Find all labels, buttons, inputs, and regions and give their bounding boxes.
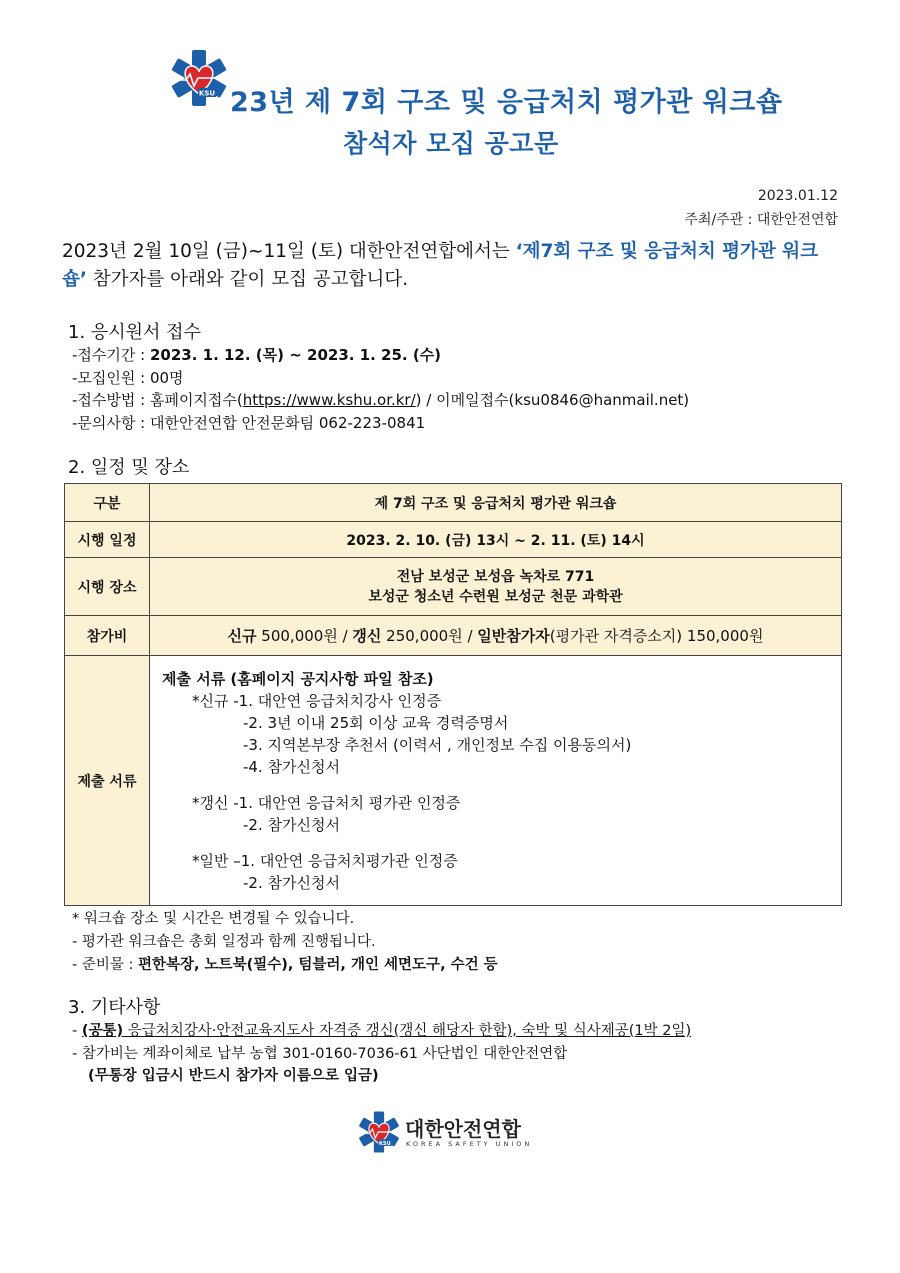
prep-line bbox=[72, 955, 498, 976]
fee-new-label: 신규 bbox=[227, 627, 257, 645]
docs-renew-2: -2. 참가신청서 bbox=[243, 815, 340, 834]
method-rest: ) / 이메일접수(ksu0846@hanmail.net) bbox=[415, 391, 690, 409]
etc-item-2: - 참가비는 계좌이체로 납부 농협 301-0160-7036-61 사단법인 대한안전연합 bbox=[72, 1046, 568, 1062]
footer-logo-text: KSU bbox=[378, 1140, 391, 1147]
schedule-table bbox=[64, 483, 842, 906]
note-2: - 평가관 워크숍은 총회 일정과 함께 진행됩니다. bbox=[72, 934, 376, 950]
prep-value: 편한복장, 노트북(필수), 텀블러, 개인 세면도구, 수건 등 bbox=[137, 957, 498, 973]
docs-new-3: -3. 지역본부장 추천서 (이력서 , 개인정보 수집 이용동의서) bbox=[243, 735, 632, 754]
fee-value-cell bbox=[150, 616, 842, 656]
header-label-cell: 구분 bbox=[65, 484, 150, 522]
docs-general-2: -2. 참가신청서 bbox=[243, 873, 340, 892]
logo-text: KSU bbox=[198, 89, 216, 98]
table-row bbox=[65, 484, 842, 522]
intro-paragraph bbox=[62, 238, 832, 294]
place-value-cell bbox=[150, 558, 842, 616]
ksu-logo-icon bbox=[168, 48, 230, 108]
fee-general-value: (평가관 자격증소지) 150,000원 bbox=[549, 627, 764, 645]
title-line-1: 23년 제 7회 구조 및 응급처치 평가관 워크숍 bbox=[230, 87, 783, 118]
fee-renew-label: 갱신 bbox=[352, 627, 382, 645]
title-line-2: 참석자 모집 공고문 bbox=[343, 129, 559, 158]
fee-general-label: 일반참가자 bbox=[477, 627, 550, 645]
intro-suffix: 참가자를 아래와 같이 모집 공고합니다. bbox=[86, 269, 409, 290]
docs-new-2: -2. 3년 이내 25회 이상 교육 경력증명서 bbox=[243, 713, 509, 732]
docs-title: 제출 서류 (홈페이지 공지사항 파일 참조) bbox=[162, 669, 434, 688]
period-value: 2023. 1. 12. (목) ~ 2023. 1. 25. (수) bbox=[149, 346, 442, 364]
header-value-cell: 제 7회 구조 및 응급처치 평가관 워크숍 bbox=[150, 484, 842, 522]
docs-renew-1: *갱신 -1. 대안연 응급처치 평가관 인정증 bbox=[192, 793, 461, 812]
host-info: 주최/주관 : 대한안전연합 bbox=[684, 212, 838, 228]
place-line-2: 보성군 청소년 수련원 보성군 천문 과학관 bbox=[368, 588, 623, 605]
table-row bbox=[65, 522, 842, 558]
docs-general-1: *일반 –1. 대안연 응급처치평가관 인정증 bbox=[192, 851, 458, 870]
method-label: -접수방법 : 홈페이지접수( bbox=[72, 391, 243, 409]
docs-new-1: *신규 -1. 대안연 응급처치강사 인정증 bbox=[192, 691, 442, 710]
section-2-heading: 2. 일정 및 장소 bbox=[68, 457, 190, 478]
place-label-cell: 시행 장소 bbox=[65, 558, 150, 616]
etc-item-1-body bbox=[82, 1023, 691, 1039]
etc-item-1 bbox=[72, 1021, 691, 1042]
prep-label: - 준비물 : bbox=[72, 957, 138, 973]
org-subtitle: KOREA SAFETY UNION bbox=[406, 1140, 533, 1148]
docs-value-cell bbox=[150, 656, 842, 906]
etc-item-1-prefix: - bbox=[72, 1023, 82, 1039]
note-1: * 워크숍 장소 및 시간은 변경될 수 있습니다. bbox=[72, 911, 355, 927]
table-row bbox=[65, 616, 842, 656]
etc-item-3: (무통장 입금시 반드시 참가자 이름으로 입금) bbox=[88, 1068, 379, 1084]
table-row bbox=[65, 558, 842, 616]
period-label: -접수기간 : bbox=[72, 346, 150, 364]
contact-line: -문의사항 : 대한안전연합 안전문화팀 062-223-0841 bbox=[72, 414, 426, 432]
etc-item-1-bold: (공통) bbox=[81, 1023, 124, 1039]
ksu-footer-logo-icon bbox=[355, 1110, 403, 1154]
fee-new-value: 500,000원 / bbox=[256, 627, 353, 645]
document-date: 2023.01.12 bbox=[757, 188, 838, 204]
section-3-heading: 3. 기타사항 bbox=[68, 997, 161, 1018]
org-name: 대한안전연합 bbox=[405, 1117, 521, 1141]
quota-value: 00명 bbox=[149, 369, 184, 387]
place-line-1: 전남 보성군 보성읍 녹차로 771 bbox=[396, 568, 595, 585]
method-line bbox=[72, 389, 689, 411]
quota-line bbox=[72, 367, 184, 389]
section-1-heading: 1. 응시원서 접수 bbox=[68, 322, 201, 343]
docs-new-4: -4. 참가신청서 bbox=[243, 757, 340, 776]
quota-label: -모집인원 : bbox=[72, 369, 150, 387]
fee-renew-value: 250,000원 / bbox=[381, 627, 478, 645]
period-line bbox=[72, 344, 441, 366]
homepage-link[interactable]: https://www.kshu.or.kr/ bbox=[242, 391, 416, 409]
intro-highlight: ‘제7회 구조 및 응급처치 평가관 워크숍’ bbox=[62, 241, 818, 290]
docs-label-cell: 제출 서류 bbox=[65, 656, 150, 906]
fee-label-cell: 참가비 bbox=[65, 616, 150, 656]
table-row bbox=[65, 656, 842, 906]
date-value-cell: 2023. 2. 10. (금) 13시 ~ 2. 11. (토) 14시 bbox=[150, 522, 842, 558]
etc-item-1-rest: 응급처치강사·안전교육지도사 자격증 갱신(갱신 해당자 한함), 숙박 및 식사제공(1박 2일) bbox=[123, 1023, 692, 1039]
date-label-cell: 시행 일정 bbox=[65, 522, 150, 558]
intro-prefix: 2023년 2월 10일 (금)~11일 (토) 대한안전연합에서는 bbox=[62, 241, 516, 262]
